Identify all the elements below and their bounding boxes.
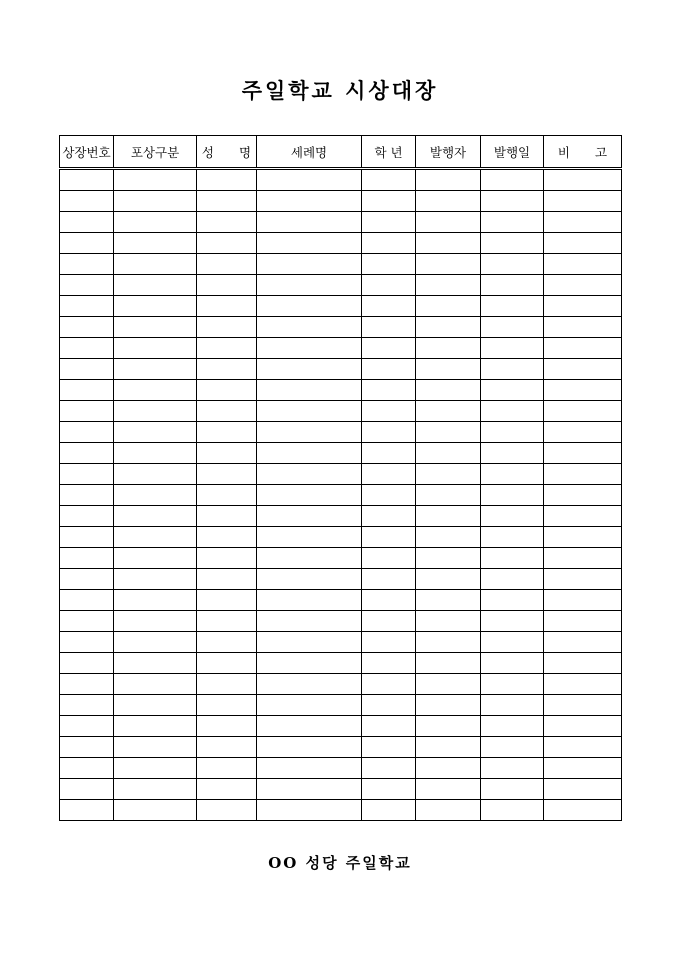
table-cell[interactable] [416,590,481,611]
table-cell[interactable] [60,212,114,233]
header-remarks: 비 고 [544,136,622,169]
table-cell[interactable] [544,338,622,359]
table-cell[interactable] [257,338,362,359]
table-cell[interactable] [114,674,197,695]
table-cell[interactable] [60,254,114,275]
table-cell[interactable] [60,359,114,380]
table-cell[interactable] [481,779,544,800]
table-cell[interactable] [60,632,114,653]
table-cell[interactable] [544,674,622,695]
table-cell[interactable] [362,212,416,233]
table-row [60,212,622,233]
table-cell[interactable] [362,338,416,359]
table-cell[interactable] [114,695,197,716]
table-cell[interactable] [257,611,362,632]
table-cell[interactable] [257,296,362,317]
header-row [60,136,622,169]
table-cell[interactable] [544,758,622,779]
table-cell[interactable] [114,800,197,821]
table-cell[interactable] [197,464,257,485]
table-cell[interactable] [60,695,114,716]
table-cell[interactable] [197,716,257,737]
table-cell[interactable] [197,275,257,296]
table-cell[interactable] [60,800,114,821]
table-cell[interactable] [362,653,416,674]
header-award-number: 상장번호 [60,136,114,169]
table-row [60,443,622,464]
table-row [60,380,622,401]
table-cell[interactable] [257,758,362,779]
table-cell[interactable] [416,233,481,254]
table-row [60,632,622,653]
table-cell[interactable] [257,464,362,485]
table-cell[interactable] [257,800,362,821]
table-row [60,506,622,527]
table-row [60,716,622,737]
table-cell[interactable] [197,653,257,674]
table-cell[interactable] [416,611,481,632]
table-cell[interactable] [362,590,416,611]
table-cell[interactable] [114,338,197,359]
table-cell[interactable] [362,380,416,401]
table-row [60,527,622,548]
table-cell[interactable] [114,422,197,443]
table-cell[interactable] [114,632,197,653]
table-cell[interactable] [197,758,257,779]
table-cell[interactable] [544,296,622,317]
table-cell[interactable] [481,275,544,296]
table-cell[interactable] [257,422,362,443]
table-cell[interactable] [362,233,416,254]
table-cell[interactable] [362,506,416,527]
table-cell[interactable] [60,527,114,548]
table-cell[interactable] [481,317,544,338]
table-cell[interactable] [197,443,257,464]
table-cell[interactable] [114,401,197,422]
table-cell[interactable] [544,254,622,275]
table-cell[interactable] [257,254,362,275]
table-row [60,548,622,569]
table-cell[interactable] [60,401,114,422]
table-cell[interactable] [544,695,622,716]
award-register-table [59,135,622,821]
table-cell[interactable] [60,338,114,359]
table-cell[interactable] [544,800,622,821]
table-cell[interactable] [544,632,622,653]
table-cell[interactable] [544,737,622,758]
table-row [60,737,622,758]
table-cell[interactable] [197,611,257,632]
table-cell[interactable] [197,548,257,569]
table-cell[interactable] [544,401,622,422]
table-cell[interactable] [416,674,481,695]
table-cell[interactable] [362,254,416,275]
header-name: 성 명 [197,136,257,169]
table-cell[interactable] [60,485,114,506]
table-cell[interactable] [197,401,257,422]
table-cell[interactable] [197,233,257,254]
table-cell[interactable] [481,548,544,569]
table-cell[interactable] [416,716,481,737]
table-cell[interactable] [362,527,416,548]
table-cell[interactable] [197,212,257,233]
table-cell[interactable] [481,485,544,506]
table-cell[interactable] [60,716,114,737]
table-cell[interactable] [416,359,481,380]
table-cell[interactable] [544,275,622,296]
table-cell[interactable] [257,485,362,506]
table-cell[interactable] [257,233,362,254]
table-cell[interactable] [416,737,481,758]
table-cell[interactable] [481,737,544,758]
table-row [60,590,622,611]
table-cell[interactable] [481,422,544,443]
table-cell[interactable] [544,359,622,380]
table-cell[interactable] [60,296,114,317]
table-cell[interactable] [60,443,114,464]
table-row [60,233,622,254]
table-row [60,569,622,590]
table-cell[interactable] [257,548,362,569]
table-cell[interactable] [60,275,114,296]
table-cell[interactable] [544,464,622,485]
table-cell[interactable] [362,401,416,422]
table-cell[interactable] [257,632,362,653]
table-cell[interactable] [60,674,114,695]
table-cell[interactable] [481,800,544,821]
table-cell[interactable] [197,779,257,800]
table-row [60,169,622,191]
table-cell[interactable] [197,317,257,338]
table-row [60,317,622,338]
table-cell[interactable] [60,611,114,632]
table-cell[interactable] [544,779,622,800]
table-cell[interactable] [416,275,481,296]
table-cell[interactable] [257,191,362,212]
table-cell[interactable] [416,779,481,800]
table-cell[interactable] [197,380,257,401]
table-cell[interactable] [114,611,197,632]
table-cell[interactable] [197,338,257,359]
table-cell[interactable] [544,317,622,338]
table-row [60,296,622,317]
table-cell[interactable] [481,569,544,590]
table-cell[interactable] [544,422,622,443]
table-cell[interactable] [544,548,622,569]
table-cell[interactable] [60,569,114,590]
table-cell[interactable] [60,233,114,254]
table-row [60,359,622,380]
table-row [60,422,622,443]
table-cell[interactable] [60,422,114,443]
table-cell[interactable] [481,506,544,527]
table-cell[interactable] [257,716,362,737]
table-row [60,191,622,212]
table-cell[interactable] [416,548,481,569]
table-cell[interactable] [60,548,114,569]
table-row [60,485,622,506]
table-cell[interactable] [114,548,197,569]
table-cell[interactable] [416,653,481,674]
table-row [60,653,622,674]
table-cell[interactable] [114,191,197,212]
table-cell[interactable] [114,527,197,548]
table-cell[interactable] [544,443,622,464]
table-cell[interactable] [416,401,481,422]
table-cell[interactable] [362,443,416,464]
table-row [60,758,622,779]
table-cell[interactable] [544,191,622,212]
table-cell[interactable] [416,527,481,548]
table-cell[interactable] [114,212,197,233]
header-issuer: 발행자 [416,136,481,169]
table-cell[interactable] [481,611,544,632]
table-cell[interactable] [114,359,197,380]
table-row [60,800,622,821]
table-row [60,674,622,695]
table-cell[interactable] [544,380,622,401]
table-cell[interactable] [197,191,257,212]
table-cell[interactable] [60,590,114,611]
table-cell[interactable] [114,169,197,191]
table-cell[interactable] [197,506,257,527]
header-issue-date: 발행일 [481,136,544,169]
table-cell[interactable] [481,359,544,380]
table-cell[interactable] [197,737,257,758]
table-cell[interactable] [257,779,362,800]
table-cell[interactable] [362,716,416,737]
table-cell[interactable] [114,569,197,590]
table-cell[interactable] [197,674,257,695]
table-cell[interactable] [416,169,481,191]
table-cell[interactable] [257,317,362,338]
table-cell[interactable] [362,422,416,443]
table-cell[interactable] [197,800,257,821]
table-cell[interactable] [114,779,197,800]
table-cell[interactable] [544,590,622,611]
table-row [60,695,622,716]
table-cell[interactable] [481,464,544,485]
table-cell[interactable] [257,169,362,191]
table-cell[interactable] [362,317,416,338]
header-award-type: 포상구분 [114,136,197,169]
table-cell[interactable] [544,716,622,737]
table-cell[interactable] [544,169,622,191]
table-cell[interactable] [416,758,481,779]
table-cell[interactable] [481,380,544,401]
table-cell[interactable] [544,506,622,527]
table-cell[interactable] [257,506,362,527]
table-cell[interactable] [481,527,544,548]
table-row [60,275,622,296]
table-cell[interactable] [114,296,197,317]
table-cell[interactable] [257,401,362,422]
table-row [60,779,622,800]
table-row [60,464,622,485]
table-cell[interactable] [481,632,544,653]
table-cell[interactable] [416,800,481,821]
table-cell[interactable] [60,380,114,401]
table-cell[interactable] [416,569,481,590]
table-cell[interactable] [60,506,114,527]
table-cell[interactable] [362,296,416,317]
table-cell[interactable] [114,758,197,779]
table-cell[interactable] [114,653,197,674]
table-cell[interactable] [416,191,481,212]
table-cell[interactable] [362,779,416,800]
header-grade: 학 년 [362,136,416,169]
table-cell[interactable] [481,212,544,233]
table-cell[interactable] [416,422,481,443]
register-body [60,169,622,821]
table-cell[interactable] [257,359,362,380]
table-cell[interactable] [544,653,622,674]
table-cell[interactable] [257,275,362,296]
table-cell[interactable] [60,464,114,485]
table-cell[interactable] [114,737,197,758]
table-cell[interactable] [60,191,114,212]
table-cell[interactable] [114,485,197,506]
table-cell[interactable] [362,569,416,590]
table-cell[interactable] [362,191,416,212]
table-cell[interactable] [257,569,362,590]
table-cell[interactable] [362,695,416,716]
table-cell[interactable] [362,464,416,485]
table-cell[interactable] [114,443,197,464]
table-cell[interactable] [416,338,481,359]
table-cell[interactable] [257,695,362,716]
table-cell[interactable] [481,695,544,716]
table-cell[interactable] [257,653,362,674]
table-cell[interactable] [481,338,544,359]
table-cell[interactable] [481,758,544,779]
table-cell[interactable] [416,296,481,317]
table-row [60,254,622,275]
table-cell[interactable] [60,317,114,338]
table-cell[interactable] [416,485,481,506]
table-cell[interactable] [197,527,257,548]
table-cell[interactable] [362,611,416,632]
table-cell[interactable] [114,233,197,254]
table-cell[interactable] [481,296,544,317]
table-cell[interactable] [481,191,544,212]
table-cell[interactable] [416,380,481,401]
table-cell[interactable] [544,527,622,548]
table-cell[interactable] [114,464,197,485]
header-baptismal-name: 세례명 [257,136,362,169]
table-row [60,401,622,422]
table-cell[interactable] [362,737,416,758]
table-cell[interactable] [60,653,114,674]
table-cell[interactable] [114,317,197,338]
table-cell[interactable] [197,695,257,716]
table-cell[interactable] [481,674,544,695]
table-cell[interactable] [60,779,114,800]
table-cell[interactable] [197,569,257,590]
table-cell[interactable] [197,359,257,380]
table-cell[interactable] [416,212,481,233]
table-cell[interactable] [197,485,257,506]
table-cell[interactable] [60,758,114,779]
table-cell[interactable] [197,169,257,191]
table-cell[interactable] [60,737,114,758]
table-cell[interactable] [362,485,416,506]
table-cell[interactable] [416,464,481,485]
table-cell[interactable] [114,275,197,296]
table-cell[interactable] [544,611,622,632]
table-cell[interactable] [197,254,257,275]
table-cell[interactable] [257,212,362,233]
table-cell[interactable] [197,296,257,317]
table-cell[interactable] [481,716,544,737]
table-cell[interactable] [481,254,544,275]
table-cell[interactable] [416,632,481,653]
table-cell[interactable] [416,254,481,275]
table-cell[interactable] [197,590,257,611]
table-cell[interactable] [114,590,197,611]
table-cell[interactable] [416,317,481,338]
table-cell[interactable] [114,716,197,737]
table-row [60,611,622,632]
table-cell[interactable] [544,212,622,233]
table-cell[interactable] [544,569,622,590]
table-cell[interactable] [416,695,481,716]
table-cell[interactable] [544,233,622,254]
table-cell[interactable] [257,527,362,548]
table-cell[interactable] [257,590,362,611]
table-row [60,338,622,359]
table-cell[interactable] [481,169,544,191]
table-cell[interactable] [481,401,544,422]
table-cell[interactable] [544,485,622,506]
table-cell[interactable] [197,422,257,443]
table-cell[interactable] [362,758,416,779]
table-cell[interactable] [257,380,362,401]
table-cell[interactable] [60,169,114,191]
table-cell[interactable] [362,800,416,821]
table-cell[interactable] [481,443,544,464]
table-cell[interactable] [257,443,362,464]
table-cell[interactable] [197,632,257,653]
table-cell[interactable] [362,632,416,653]
table-cell[interactable] [481,233,544,254]
table-cell[interactable] [362,674,416,695]
document-title: 주일학교 시상대장 [241,78,439,103]
table-cell[interactable] [481,653,544,674]
table-cell[interactable] [114,380,197,401]
table-cell[interactable] [257,737,362,758]
table-cell[interactable] [362,169,416,191]
table-cell[interactable] [362,548,416,569]
table-cell[interactable] [257,674,362,695]
table-cell[interactable] [416,506,481,527]
table-cell[interactable] [114,254,197,275]
table-cell[interactable] [416,443,481,464]
table-cell[interactable] [362,275,416,296]
table-cell[interactable] [114,506,197,527]
table-cell[interactable] [481,590,544,611]
parish-footer: OO 성당 주일학교 [268,854,412,872]
table-cell[interactable] [362,359,416,380]
